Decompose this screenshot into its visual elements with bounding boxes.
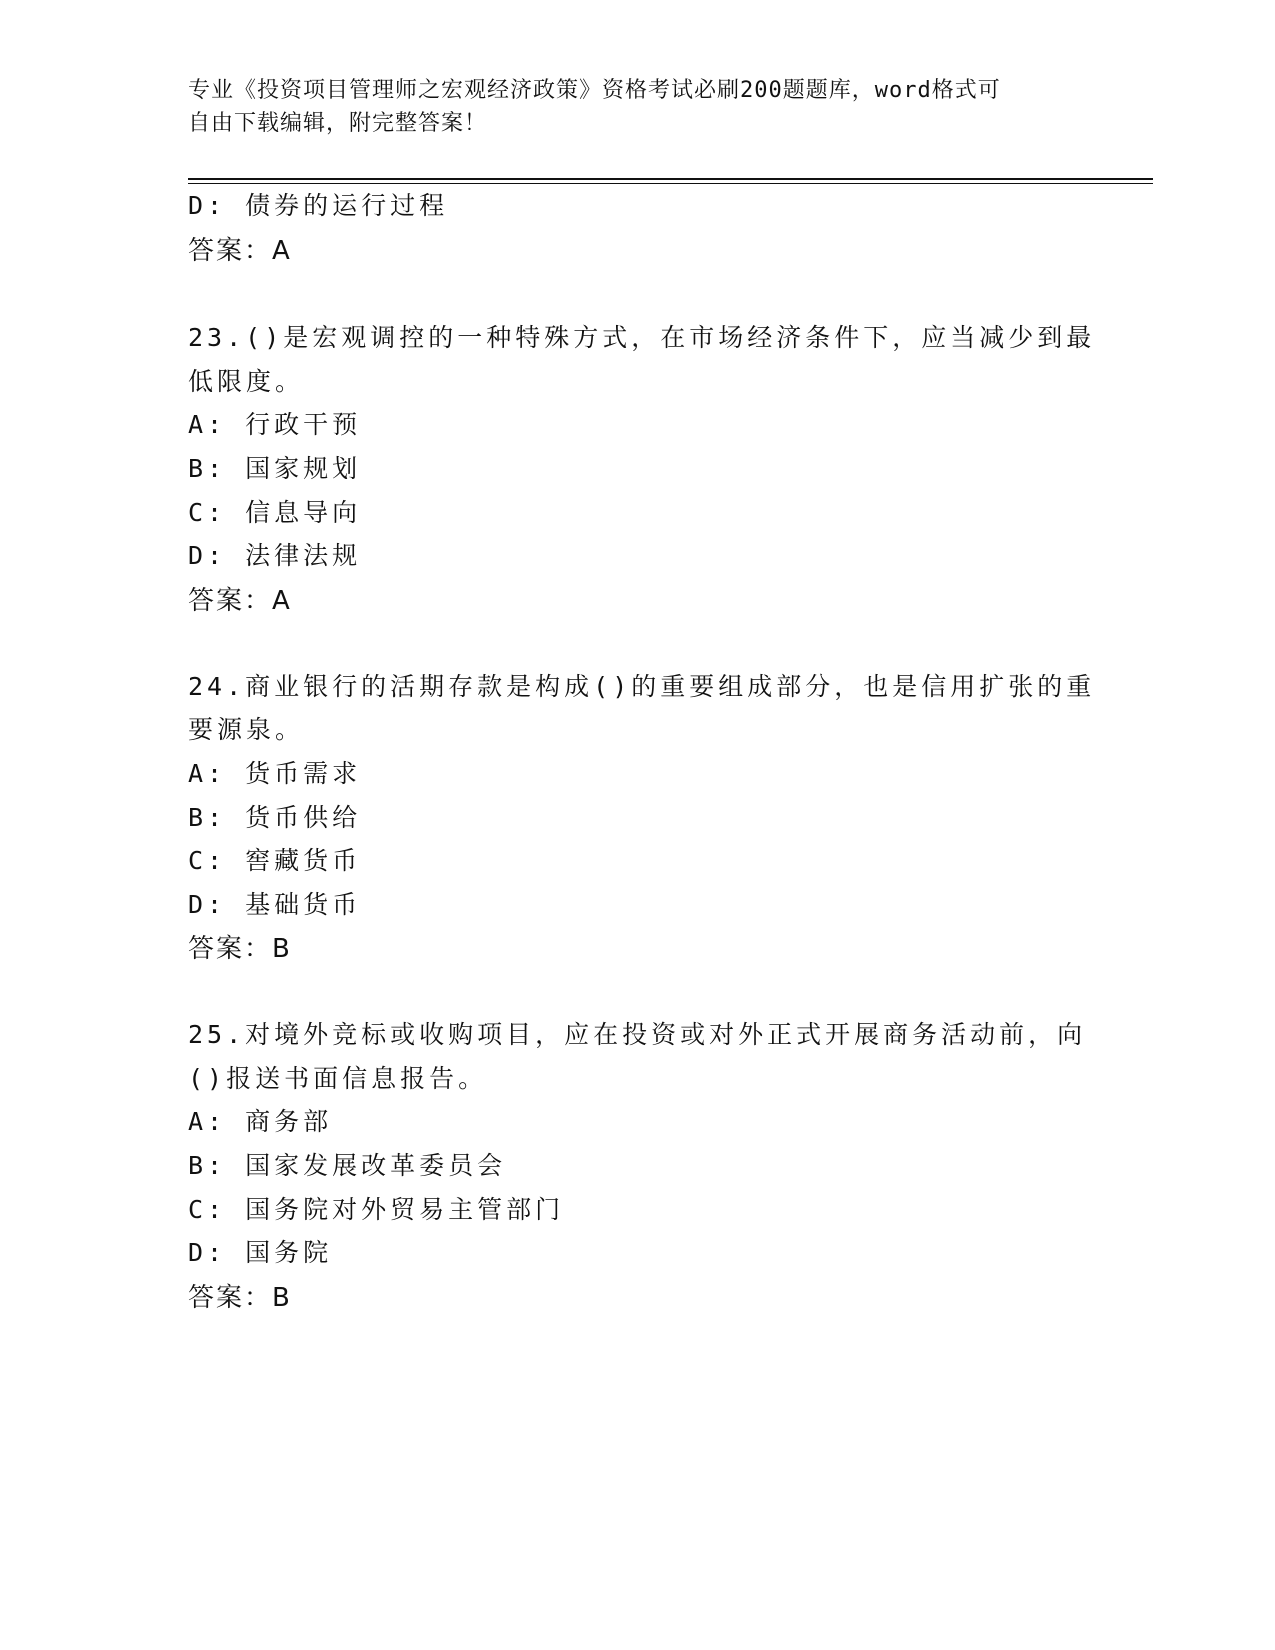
document-header (188, 74, 1088, 140)
q25-answer: 答案：B (188, 1283, 292, 1313)
q23-answer: 答案：A (188, 586, 292, 616)
header-line-2: 自由下载编辑，附完整答案！ (188, 111, 488, 136)
q24-answer: 答案：B (188, 934, 292, 964)
q23-option-b: B: 国家规划 (188, 454, 362, 483)
header-line-1: 专业《投资项目管理师之宏观经济政策》资格考试必刷200题题库，word格式可 (188, 78, 1001, 103)
prev-option-d: D: 债券的运行过程 (188, 191, 449, 220)
header-divider-thick (188, 178, 1153, 180)
q24-option-b: B: 货币供给 (188, 803, 362, 832)
q23-option-c: C: 信息导向 (188, 498, 362, 527)
q25-stem-line-1: 25.对境外竞标或收购项目，应在投资或对外正式开展商务活动前，向 (188, 1020, 1087, 1049)
q24-stem-line-1: 24.商业银行的活期存款是构成()的重要组成部分，也是信用扩张的重 (188, 672, 1096, 701)
q25-option-b: B: 国家发展改革委员会 (188, 1151, 507, 1180)
q25-option-d: D: 国务院 (188, 1238, 333, 1267)
q24-option-a: A: 货币需求 (188, 759, 362, 788)
q23-stem-line-2: 低限度。 (188, 367, 305, 396)
q24-option-d: D: 基础货币 (188, 890, 362, 919)
q23-stem-line-1: 23.()是宏观调控的一种特殊方式，在市场经济条件下，应当减少到最 (188, 323, 1096, 352)
q24-stem-line-2: 要源泉。 (188, 715, 305, 744)
q25-option-a: A: 商务部 (188, 1107, 333, 1136)
q25-stem-line-2: ()报送书面信息报告。 (188, 1064, 488, 1093)
header-divider-thin (188, 183, 1153, 184)
q23-option-a: A: 行政干预 (188, 410, 362, 439)
q25-option-c: C: 国务院对外贸易主管部门 (188, 1195, 565, 1224)
q24-option-c: C: 窖藏货币 (188, 846, 362, 875)
q23-option-d: D: 法律法规 (188, 541, 362, 570)
prev-answer: 答案：A (188, 236, 292, 266)
